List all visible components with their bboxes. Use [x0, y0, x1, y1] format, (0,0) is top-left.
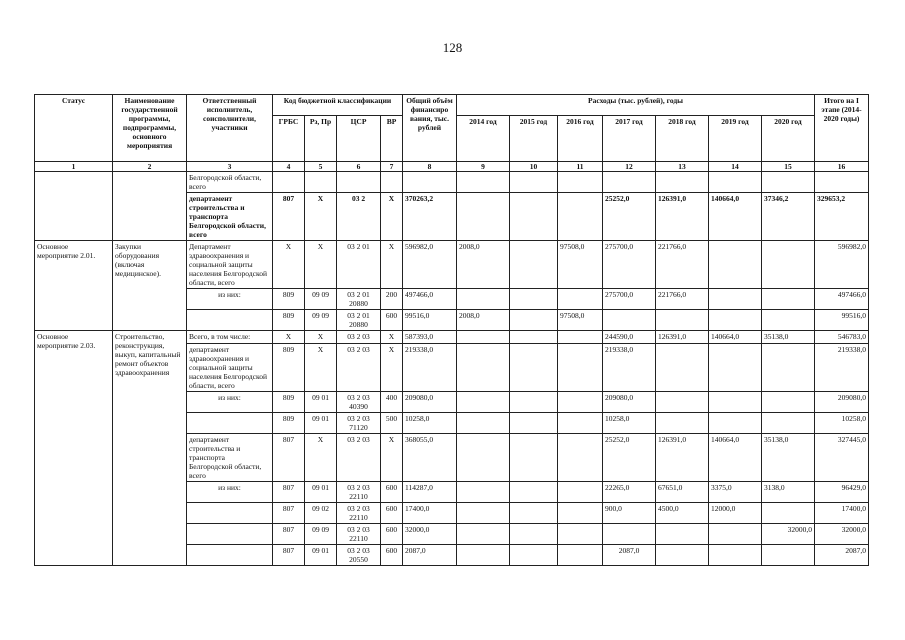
cell-itogo: 497466,0 — [815, 289, 869, 310]
cell-2018 — [656, 392, 709, 413]
cell-name — [113, 172, 187, 241]
cell-responsible: Всего, в том числе: — [187, 331, 273, 344]
cell-total: 596982,0 — [403, 241, 457, 289]
cell-2016 — [558, 524, 603, 545]
cell-2017: 219338,0 — [603, 344, 656, 392]
cell-csr: 03 2 01 — [337, 241, 381, 289]
cell-2018: 126391,0 — [656, 434, 709, 482]
cell-responsible: департамент строительства и транспорта Белгородской области, всего — [187, 193, 273, 241]
column-number: 13 — [656, 162, 709, 172]
cell-2020 — [762, 344, 815, 392]
cell-total: 209080,0 — [403, 392, 457, 413]
cell-2015 — [510, 310, 558, 331]
cell-2020 — [762, 413, 815, 434]
cell-grbs: X — [273, 331, 305, 344]
cell-2015 — [510, 193, 558, 241]
cell-2019: 12000,0 — [709, 503, 762, 524]
cell-2018 — [656, 545, 709, 566]
cell-responsible: Департамент здравоохранения и социальной защиты населения Белгородской области, всего — [187, 241, 273, 289]
cell-2016 — [558, 331, 603, 344]
column-number: 3 — [187, 162, 273, 172]
cell-grbs: 807 — [273, 434, 305, 482]
cell-2020: 32000,0 — [762, 524, 815, 545]
cell-2017: 25252,0 — [603, 193, 656, 241]
cell-2019 — [709, 524, 762, 545]
cell-csr: 03 2 03 22110 — [337, 503, 381, 524]
cell-rzpr: 09 01 — [305, 392, 337, 413]
header-budget-code: Код бюджетной классификации — [273, 95, 403, 116]
cell-2014: 2008,0 — [457, 241, 510, 289]
cell-2017: 25252,0 — [603, 434, 656, 482]
cell-2016 — [558, 434, 603, 482]
cell-rzpr: 09 09 — [305, 289, 337, 310]
cell-2016 — [558, 289, 603, 310]
cell-2014: 2008,0 — [457, 310, 510, 331]
cell-2016 — [558, 392, 603, 413]
cell-itogo: 32000,0 — [815, 524, 869, 545]
cell-2014 — [457, 331, 510, 344]
cell-responsible: Белгородской области, всего — [187, 172, 273, 193]
column-number: 1 — [35, 162, 113, 172]
cell-2014 — [457, 503, 510, 524]
budget-table — [34, 94, 869, 566]
cell-2015 — [510, 289, 558, 310]
cell-responsible: департамент строительства и транспорта Белгородской области, всего — [187, 434, 273, 482]
column-number: 10 — [510, 162, 558, 172]
column-numbers-row — [35, 162, 869, 172]
cell-vr: 600 — [381, 524, 403, 545]
cell-total: 219338,0 — [403, 344, 457, 392]
cell-2018 — [656, 524, 709, 545]
cell-grbs: 809 — [273, 344, 305, 392]
header-vr: ВР — [381, 116, 403, 162]
cell-grbs: 807 — [273, 193, 305, 241]
cell-2015 — [510, 392, 558, 413]
cell-rzpr: 09 09 — [305, 524, 337, 545]
cell-vr: 600 — [381, 482, 403, 503]
header-2014: 2014 год — [457, 116, 510, 162]
cell-2015 — [510, 241, 558, 289]
cell-responsible: из них: — [187, 392, 273, 413]
cell-total: 587393,0 — [403, 331, 457, 344]
column-number: 14 — [709, 162, 762, 172]
cell-2020: 35138,0 — [762, 434, 815, 482]
cell-csr — [337, 172, 381, 193]
cell-2019 — [709, 413, 762, 434]
cell-2020 — [762, 289, 815, 310]
cell-2015 — [510, 545, 558, 566]
column-number: 9 — [457, 162, 510, 172]
cell-vr: 600 — [381, 503, 403, 524]
header-2018: 2018 год — [656, 116, 709, 162]
cell-status: Основное мероприятие 2.01. — [35, 241, 113, 331]
cell-grbs: 809 — [273, 289, 305, 310]
cell-vr: 200 — [381, 289, 403, 310]
cell-2015 — [510, 524, 558, 545]
cell-2019 — [709, 289, 762, 310]
cell-2019 — [709, 172, 762, 193]
cell-rzpr: X — [305, 331, 337, 344]
column-number: 16 — [815, 162, 869, 172]
cell-itogo: 327445,0 — [815, 434, 869, 482]
cell-2014 — [457, 289, 510, 310]
column-number: 7 — [381, 162, 403, 172]
cell-2020 — [762, 241, 815, 289]
header-expenses: Расходы (тыс. рублей), годы — [457, 95, 815, 116]
cell-vr: X — [381, 331, 403, 344]
cell-itogo: 99516,0 — [815, 310, 869, 331]
cell-total: 2087,0 — [403, 545, 457, 566]
cell-2019 — [709, 241, 762, 289]
column-number: 11 — [558, 162, 603, 172]
cell-2014 — [457, 193, 510, 241]
cell-vr: X — [381, 344, 403, 392]
cell-grbs: 809 — [273, 310, 305, 331]
cell-2015 — [510, 482, 558, 503]
cell-status: Основное мероприятие 2.03. — [35, 331, 113, 566]
cell-2015 — [510, 413, 558, 434]
cell-responsible — [187, 503, 273, 524]
cell-2017: 2087,0 — [603, 545, 656, 566]
cell-total: 17400,0 — [403, 503, 457, 524]
cell-responsible: департамент здравоохранения и социальной защиты населения Белгородской области, всего — [187, 344, 273, 392]
cell-csr: 03 2 03 — [337, 331, 381, 344]
cell-csr: 03 2 03 71120 — [337, 413, 381, 434]
cell-vr: 600 — [381, 545, 403, 566]
cell-responsible: из них: — [187, 482, 273, 503]
cell-total: 497466,0 — [403, 289, 457, 310]
cell-2016 — [558, 482, 603, 503]
cell-rzpr: 09 02 — [305, 503, 337, 524]
cell-2017: 209080,0 — [603, 392, 656, 413]
cell-2017 — [603, 172, 656, 193]
cell-2016: 97508,0 — [558, 241, 603, 289]
cell-rzpr: X — [305, 434, 337, 482]
header-itogo: Итого на I этапе (2014-2020 годы) — [815, 95, 869, 162]
cell-2014 — [457, 172, 510, 193]
cell-2018: 126391,0 — [656, 193, 709, 241]
cell-2014 — [457, 392, 510, 413]
cell-vr: 500 — [381, 413, 403, 434]
cell-itogo: 209080,0 — [815, 392, 869, 413]
cell-responsible: из них: — [187, 289, 273, 310]
cell-grbs: X — [273, 241, 305, 289]
cell-2020 — [762, 545, 815, 566]
cell-2015 — [510, 503, 558, 524]
cell-2019 — [709, 344, 762, 392]
header-2019: 2019 год — [709, 116, 762, 162]
cell-2014 — [457, 434, 510, 482]
page-number: 128 — [442, 40, 463, 55]
cell-itogo: 219338,0 — [815, 344, 869, 392]
cell-vr: 400 — [381, 392, 403, 413]
header-status: Статус — [35, 95, 113, 162]
cell-rzpr — [305, 172, 337, 193]
cell-total: 10258,0 — [403, 413, 457, 434]
cell-2019: 140664,0 — [709, 331, 762, 344]
header-total-volume: Общий объём финансиро вания, тыс. рублей — [403, 95, 457, 162]
cell-2019: 3375,0 — [709, 482, 762, 503]
cell-vr: 600 — [381, 310, 403, 331]
cell-grbs: 807 — [273, 545, 305, 566]
cell-grbs: 807 — [273, 482, 305, 503]
cell-itogo: 17400,0 — [815, 503, 869, 524]
cell-csr: 03 2 03 20550 — [337, 545, 381, 566]
cell-rzpr: 09 01 — [305, 545, 337, 566]
cell-total: 368055,0 — [403, 434, 457, 482]
cell-itogo — [815, 172, 869, 193]
cell-2015 — [510, 172, 558, 193]
cell-2016 — [558, 172, 603, 193]
cell-total: 99516,0 — [403, 310, 457, 331]
cell-2014 — [457, 524, 510, 545]
cell-grbs: 809 — [273, 413, 305, 434]
cell-total: 370263,2 — [403, 193, 457, 241]
column-number: 2 — [113, 162, 187, 172]
header-2016: 2016 год — [558, 116, 603, 162]
cell-2020 — [762, 310, 815, 331]
cell-csr: 03 2 01 20880 — [337, 310, 381, 331]
table-row — [35, 172, 869, 193]
cell-grbs: 807 — [273, 524, 305, 545]
header-rzpr: Рз, Пр — [305, 116, 337, 162]
cell-name: Строительство, реконструкция, выкуп, капитальный ремонт объектов здравоохранения — [113, 331, 187, 566]
cell-2017 — [603, 310, 656, 331]
cell-2014 — [457, 413, 510, 434]
cell-itogo: 10258,0 — [815, 413, 869, 434]
cell-2017 — [603, 524, 656, 545]
cell-grbs: 809 — [273, 392, 305, 413]
cell-2016 — [558, 503, 603, 524]
cell-total: 114287,0 — [403, 482, 457, 503]
cell-status — [35, 172, 113, 241]
column-number: 4 — [273, 162, 305, 172]
cell-2018: 67651,0 — [656, 482, 709, 503]
cell-rzpr: 09 01 — [305, 413, 337, 434]
column-number: 6 — [337, 162, 381, 172]
cell-2017: 275700,0 — [603, 289, 656, 310]
cell-2018 — [656, 413, 709, 434]
cell-2018 — [656, 344, 709, 392]
column-number: 12 — [603, 162, 656, 172]
cell-itogo: 2087,0 — [815, 545, 869, 566]
cell-vr: X — [381, 434, 403, 482]
cell-2018: 4500,0 — [656, 503, 709, 524]
cell-2016 — [558, 413, 603, 434]
cell-rzpr: 09 01 — [305, 482, 337, 503]
cell-2018 — [656, 310, 709, 331]
cell-2017: 900,0 — [603, 503, 656, 524]
cell-2020 — [762, 392, 815, 413]
table-row — [35, 331, 869, 344]
cell-2016 — [558, 344, 603, 392]
column-number: 5 — [305, 162, 337, 172]
cell-2020: 35138,0 — [762, 331, 815, 344]
table-row — [35, 241, 869, 289]
header-2015: 2015 год — [510, 116, 558, 162]
cell-2019: 140664,0 — [709, 434, 762, 482]
cell-csr: 03 2 03 40390 — [337, 392, 381, 413]
cell-2019 — [709, 310, 762, 331]
cell-2020 — [762, 172, 815, 193]
cell-csr: 03 2 03 — [337, 344, 381, 392]
cell-2014 — [457, 545, 510, 566]
cell-rzpr: X — [305, 344, 337, 392]
cell-2017: 22265,0 — [603, 482, 656, 503]
cell-csr: 03 2 03 22110 — [337, 524, 381, 545]
cell-itogo: 596982,0 — [815, 241, 869, 289]
cell-rzpr: 09 09 — [305, 310, 337, 331]
cell-2018: 221766,0 — [656, 289, 709, 310]
cell-rzpr: X — [305, 193, 337, 241]
cell-csr: 03 2 — [337, 193, 381, 241]
header-grbs: ГРБС — [273, 116, 305, 162]
cell-vr: X — [381, 241, 403, 289]
cell-responsible — [187, 310, 273, 331]
cell-2019: 140664,0 — [709, 193, 762, 241]
column-number: 15 — [762, 162, 815, 172]
cell-csr: 03 2 03 — [337, 434, 381, 482]
cell-2020 — [762, 503, 815, 524]
cell-itogo: 546783,0 — [815, 331, 869, 344]
cell-2016 — [558, 193, 603, 241]
cell-responsible — [187, 524, 273, 545]
cell-2015 — [510, 344, 558, 392]
cell-2014 — [457, 482, 510, 503]
cell-csr: 03 2 03 22110 — [337, 482, 381, 503]
cell-csr: 03 2 01 20880 — [337, 289, 381, 310]
cell-2016: 97508,0 — [558, 310, 603, 331]
cell-2017: 10258,0 — [603, 413, 656, 434]
cell-responsible — [187, 545, 273, 566]
cell-2018: 221766,0 — [656, 241, 709, 289]
cell-itogo: 96429,0 — [815, 482, 869, 503]
cell-2017: 275700,0 — [603, 241, 656, 289]
header-2017: 2017 год — [603, 116, 656, 162]
cell-itogo: 329653,2 — [815, 193, 869, 241]
cell-2016 — [558, 545, 603, 566]
cell-2019 — [709, 545, 762, 566]
cell-2019 — [709, 392, 762, 413]
cell-2018 — [656, 172, 709, 193]
cell-2020: 37346,2 — [762, 193, 815, 241]
cell-grbs — [273, 172, 305, 193]
cell-grbs: 807 — [273, 503, 305, 524]
cell-total — [403, 172, 457, 193]
cell-2018: 126391,0 — [656, 331, 709, 344]
cell-2017: 244590,0 — [603, 331, 656, 344]
cell-rzpr: X — [305, 241, 337, 289]
cell-total: 32000,0 — [403, 524, 457, 545]
cell-2015 — [510, 331, 558, 344]
header-name: Наименование государственной программы, подпрограммы, основного мероприятия — [113, 95, 187, 162]
cell-vr — [381, 172, 403, 193]
column-number: 8 — [403, 162, 457, 172]
cell-name: Закупки оборудования (включая медицинское). — [113, 241, 187, 331]
cell-2020: 3138,0 — [762, 482, 815, 503]
cell-vr: X — [381, 193, 403, 241]
header-2020: 2020 год — [762, 116, 815, 162]
header-csr: ЦСР — [337, 116, 381, 162]
header-responsible: Ответственный исполнитель, соисполнители, участники — [187, 95, 273, 162]
cell-responsible — [187, 413, 273, 434]
cell-2015 — [510, 434, 558, 482]
cell-2014 — [457, 344, 510, 392]
